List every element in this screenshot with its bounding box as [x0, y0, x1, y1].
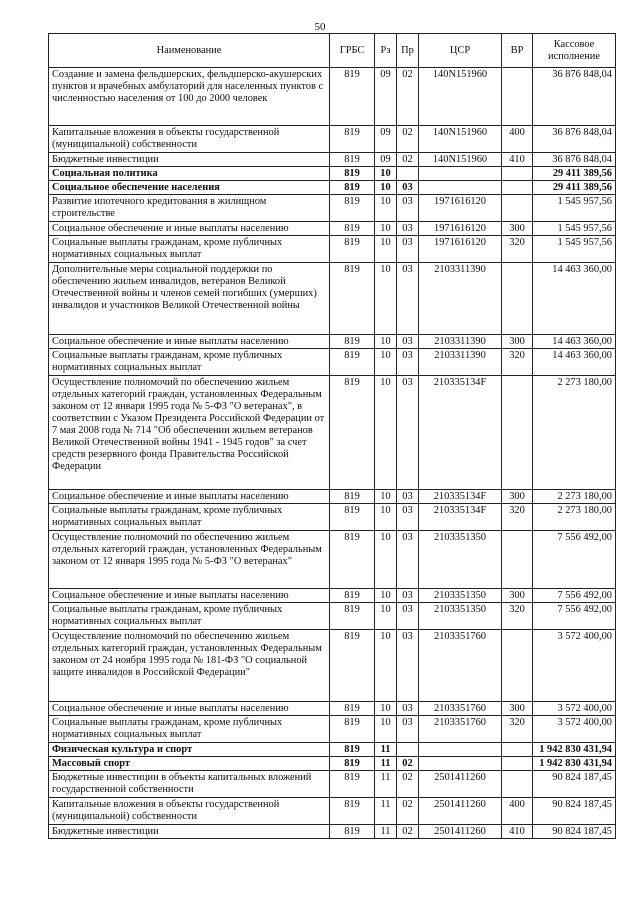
cell-vr — [502, 771, 533, 798]
cell-rz: 10 — [375, 504, 397, 531]
cell-csr: 2103311390 — [419, 335, 502, 349]
cell-sum: 29 411 389,56 — [533, 181, 616, 195]
cell-rz: 11 — [375, 771, 397, 798]
cell-grbs: 819 — [330, 798, 375, 825]
cell-sum: 1 545 957,56 — [533, 195, 616, 222]
table-row — [49, 349, 616, 376]
cell-vr — [502, 263, 533, 335]
cell-csr: 210335134F — [419, 376, 502, 490]
cell-rz: 10 — [375, 167, 397, 181]
cell-rz: 09 — [375, 153, 397, 167]
cell-sum: 1 545 957,56 — [533, 236, 616, 263]
cell-csr: 2103351760 — [419, 630, 502, 702]
cell-sum: 7 556 492,00 — [533, 531, 616, 589]
cell-grbs: 819 — [330, 603, 375, 630]
cell-csr: 1971616120 — [419, 222, 502, 236]
table-row — [49, 825, 616, 839]
cell-sum: 1 545 957,56 — [533, 222, 616, 236]
cell-vr — [502, 531, 533, 589]
cell-grbs: 819 — [330, 195, 375, 222]
cell-pr: 03 — [397, 630, 419, 702]
cell-grbs: 819 — [330, 504, 375, 531]
cell-sum: 7 556 492,00 — [533, 603, 616, 630]
cell-vr: 400 — [502, 126, 533, 153]
cell-sum: 36 876 848,04 — [533, 68, 616, 126]
cell-grbs: 819 — [330, 743, 375, 757]
cell-vr: 400 — [502, 798, 533, 825]
cell-name: Создание и замена фельдшерских, фельдшерско-акушерских пунктов и врачебных амбулаторий для населенных пунктов с численностью населения от 100 до 2000 человек — [49, 68, 330, 126]
cell-csr — [419, 181, 502, 195]
cell-vr: 300 — [502, 490, 533, 504]
cell-name: Социальное обеспечение и иные выплаты населению — [49, 589, 330, 603]
table-row — [49, 153, 616, 167]
cell-name: Физическая культура и спорт — [49, 743, 330, 757]
cell-csr: 2103311390 — [419, 349, 502, 376]
cell-vr — [502, 630, 533, 702]
cell-pr: 03 — [397, 589, 419, 603]
cell-vr — [502, 167, 533, 181]
table-row — [49, 702, 616, 716]
cell-grbs: 819 — [330, 181, 375, 195]
table-row — [49, 504, 616, 531]
table-row — [49, 630, 616, 702]
cell-grbs: 819 — [330, 236, 375, 263]
cell-csr: 210335134F — [419, 490, 502, 504]
cell-rz: 10 — [375, 490, 397, 504]
cell-csr: 2501411260 — [419, 771, 502, 798]
cell-csr: 2103351350 — [419, 603, 502, 630]
cell-pr: 03 — [397, 236, 419, 263]
cell-sum: 3 572 400,00 — [533, 716, 616, 743]
cell-grbs: 819 — [330, 222, 375, 236]
cell-rz: 11 — [375, 825, 397, 839]
cell-csr: 140N151960 — [419, 68, 502, 126]
cell-rz: 09 — [375, 68, 397, 126]
cell-csr — [419, 743, 502, 757]
cell-grbs: 819 — [330, 716, 375, 743]
cell-rz: 10 — [375, 236, 397, 263]
header-sum: Кассовое исполнение — [533, 34, 616, 68]
cell-grbs: 819 — [330, 531, 375, 589]
cell-pr: 03 — [397, 263, 419, 335]
cell-name: Осуществление полномочий по обеспечению жильем отдельных категорий граждан, установленных Федеральным законом от 12 января 1995 года № 5-ФЗ "О ветеранах" — [49, 531, 330, 589]
cell-name: Социальное обеспечение и иные выплаты населению — [49, 490, 330, 504]
cell-pr: 02 — [397, 153, 419, 167]
table-row — [49, 263, 616, 335]
cell-vr — [502, 195, 533, 222]
cell-name: Социальные выплаты гражданам, кроме публичных нормативных социальных выплат — [49, 349, 330, 376]
budget-execution-table — [48, 33, 616, 839]
cell-grbs: 819 — [330, 68, 375, 126]
header-csr: ЦСР — [419, 34, 502, 68]
cell-sum: 2 273 180,00 — [533, 504, 616, 531]
cell-rz: 10 — [375, 181, 397, 195]
cell-pr: 03 — [397, 716, 419, 743]
cell-pr: 02 — [397, 771, 419, 798]
cell-grbs: 819 — [330, 349, 375, 376]
cell-sum: 3 572 400,00 — [533, 702, 616, 716]
cell-grbs: 819 — [330, 153, 375, 167]
cell-vr — [502, 68, 533, 126]
cell-sum: 36 876 848,04 — [533, 126, 616, 153]
cell-name: Социальные выплаты гражданам, кроме публичных нормативных социальных выплат — [49, 716, 330, 743]
cell-grbs: 819 — [330, 757, 375, 771]
cell-name: Социальное обеспечение и иные выплаты населению — [49, 335, 330, 349]
table-row — [49, 490, 616, 504]
cell-grbs: 819 — [330, 126, 375, 153]
cell-pr: 02 — [397, 126, 419, 153]
cell-grbs: 819 — [330, 630, 375, 702]
cell-sum: 14 463 360,00 — [533, 263, 616, 335]
cell-csr: 140N151960 — [419, 126, 502, 153]
table-row — [49, 222, 616, 236]
cell-pr: 03 — [397, 702, 419, 716]
cell-rz: 10 — [375, 630, 397, 702]
cell-pr — [397, 743, 419, 757]
cell-vr — [502, 376, 533, 490]
cell-pr: 03 — [397, 490, 419, 504]
cell-csr — [419, 167, 502, 181]
table-row — [49, 68, 616, 126]
cell-rz: 10 — [375, 702, 397, 716]
cell-csr: 2501411260 — [419, 798, 502, 825]
table-row — [49, 376, 616, 490]
cell-rz: 10 — [375, 376, 397, 490]
cell-vr — [502, 181, 533, 195]
cell-name: Осуществление полномочий по обеспечению жильем отдельных категорий граждан, установленных Федеральным законом от 12 января 1995 года № 5-ФЗ "О ветеранах", в соответствии с Указом Президента Российской Федерации от 7 мая 2008 года № 714 "Об обеспечении жильем ветеранов Великой Отечественной войны 1941 - 1945 годов" за счет средств резервного фонда Правительства Российской Федерации — [49, 376, 330, 490]
cell-pr: 03 — [397, 335, 419, 349]
cell-sum: 14 463 360,00 — [533, 349, 616, 376]
table-row — [49, 771, 616, 798]
cell-name: Социальная политика — [49, 167, 330, 181]
cell-pr: 03 — [397, 504, 419, 531]
table-row — [49, 167, 616, 181]
cell-rz: 10 — [375, 222, 397, 236]
cell-grbs: 819 — [330, 771, 375, 798]
header-name: Наименование — [49, 34, 330, 68]
cell-rz: 10 — [375, 531, 397, 589]
table-row — [49, 603, 616, 630]
cell-vr: 320 — [502, 236, 533, 263]
cell-vr: 300 — [502, 702, 533, 716]
cell-vr: 320 — [502, 603, 533, 630]
cell-vr: 300 — [502, 335, 533, 349]
cell-rz: 11 — [375, 757, 397, 771]
cell-grbs: 819 — [330, 589, 375, 603]
cell-vr — [502, 757, 533, 771]
cell-vr: 410 — [502, 825, 533, 839]
cell-sum: 36 876 848,04 — [533, 153, 616, 167]
cell-sum: 90 824 187,45 — [533, 771, 616, 798]
page-number: 50 — [314, 21, 326, 33]
cell-grbs: 819 — [330, 376, 375, 490]
cell-csr: 2501411260 — [419, 825, 502, 839]
cell-pr: 03 — [397, 181, 419, 195]
cell-rz: 10 — [375, 716, 397, 743]
table-body — [49, 68, 616, 839]
table-row — [49, 743, 616, 757]
cell-csr: 1971616120 — [419, 236, 502, 263]
cell-vr: 300 — [502, 589, 533, 603]
cell-pr: 02 — [397, 68, 419, 126]
cell-name: Социальное обеспечение и иные выплаты населению — [49, 222, 330, 236]
cell-pr: 03 — [397, 531, 419, 589]
cell-grbs: 819 — [330, 263, 375, 335]
cell-rz: 11 — [375, 798, 397, 825]
cell-pr: 03 — [397, 222, 419, 236]
cell-pr: 03 — [397, 349, 419, 376]
cell-rz: 10 — [375, 335, 397, 349]
cell-pr: 02 — [397, 825, 419, 839]
cell-name: Развитие ипотечного кредитования в жилищном строительстве — [49, 195, 330, 222]
cell-name: Капитальные вложения в объекты государственной (муниципальной) собственности — [49, 798, 330, 825]
header-grbs: ГРБС — [330, 34, 375, 68]
cell-name: Социальное обеспечение и иные выплаты населению — [49, 702, 330, 716]
cell-sum: 90 824 187,45 — [533, 825, 616, 839]
table-row — [49, 126, 616, 153]
cell-name: Социальные выплаты гражданам, кроме публичных нормативных социальных выплат — [49, 603, 330, 630]
cell-csr: 2103351760 — [419, 702, 502, 716]
cell-sum: 2 273 180,00 — [533, 490, 616, 504]
cell-rz: 09 — [375, 126, 397, 153]
table-row — [49, 181, 616, 195]
cell-name: Дополнительные меры социальной поддержки по обеспечению жильем инвалидов, ветеранов Великой Отечественной войны и членов семей погибших (умерших) инвалидов и участников Великой Отечественной войны — [49, 263, 330, 335]
table-row — [49, 798, 616, 825]
cell-pr: 03 — [397, 603, 419, 630]
cell-vr: 320 — [502, 349, 533, 376]
cell-name: Осуществление полномочий по обеспечению жильем отдельных категорий граждан, установленных Федеральным законом от 24 ноября 1995 года № 181-ФЗ "О социальной защите инвалидов в Российской Федерации" — [49, 630, 330, 702]
cell-name: Массовый спорт — [49, 757, 330, 771]
cell-sum: 7 556 492,00 — [533, 589, 616, 603]
table-row — [49, 757, 616, 771]
cell-csr: 210335134F — [419, 504, 502, 531]
table-row — [49, 716, 616, 743]
cell-csr: 1971616120 — [419, 195, 502, 222]
cell-csr: 2103351350 — [419, 531, 502, 589]
cell-csr — [419, 757, 502, 771]
cell-sum: 3 572 400,00 — [533, 630, 616, 702]
header-rz: Рз — [375, 34, 397, 68]
header-pr: Пр — [397, 34, 419, 68]
cell-pr: 03 — [397, 195, 419, 222]
cell-vr — [502, 743, 533, 757]
cell-name: Капитальные вложения в объекты государственной (муниципальной) собственности — [49, 126, 330, 153]
cell-rz: 10 — [375, 195, 397, 222]
cell-pr: 02 — [397, 798, 419, 825]
cell-csr: 140N151960 — [419, 153, 502, 167]
table-row — [49, 195, 616, 222]
cell-rz: 10 — [375, 589, 397, 603]
cell-rz: 11 — [375, 743, 397, 757]
cell-pr: 03 — [397, 376, 419, 490]
cell-sum: 14 463 360,00 — [533, 335, 616, 349]
table-row — [49, 236, 616, 263]
cell-sum: 1 942 830 431,94 — [533, 743, 616, 757]
cell-csr: 2103351350 — [419, 589, 502, 603]
cell-grbs: 819 — [330, 825, 375, 839]
table-row — [49, 589, 616, 603]
cell-name: Социальные выплаты гражданам, кроме публичных нормативных социальных выплат — [49, 236, 330, 263]
table-header-row — [49, 34, 616, 68]
cell-rz: 10 — [375, 349, 397, 376]
cell-vr: 410 — [502, 153, 533, 167]
cell-name: Бюджетные инвестиции в объекты капитальных вложений государственной собственности — [49, 771, 330, 798]
cell-rz: 10 — [375, 603, 397, 630]
table-row — [49, 335, 616, 349]
cell-vr: 320 — [502, 716, 533, 743]
cell-sum: 1 942 830 431,94 — [533, 757, 616, 771]
cell-csr: 2103311390 — [419, 263, 502, 335]
cell-grbs: 819 — [330, 335, 375, 349]
cell-name: Социальные выплаты гражданам, кроме публичных нормативных социальных выплат — [49, 504, 330, 531]
cell-pr: 02 — [397, 757, 419, 771]
cell-sum: 29 411 389,56 — [533, 167, 616, 181]
cell-grbs: 819 — [330, 490, 375, 504]
cell-name: Социальное обеспечение населения — [49, 181, 330, 195]
cell-name: Бюджетные инвестиции — [49, 825, 330, 839]
table-row — [49, 531, 616, 589]
cell-grbs: 819 — [330, 167, 375, 181]
cell-pr — [397, 167, 419, 181]
cell-name: Бюджетные инвестиции — [49, 153, 330, 167]
cell-csr: 2103351760 — [419, 716, 502, 743]
cell-sum: 90 824 187,45 — [533, 798, 616, 825]
cell-sum: 2 273 180,00 — [533, 376, 616, 490]
cell-vr: 300 — [502, 222, 533, 236]
cell-rz: 10 — [375, 263, 397, 335]
cell-vr: 320 — [502, 504, 533, 531]
cell-grbs: 819 — [330, 702, 375, 716]
header-vr: ВР — [502, 34, 533, 68]
